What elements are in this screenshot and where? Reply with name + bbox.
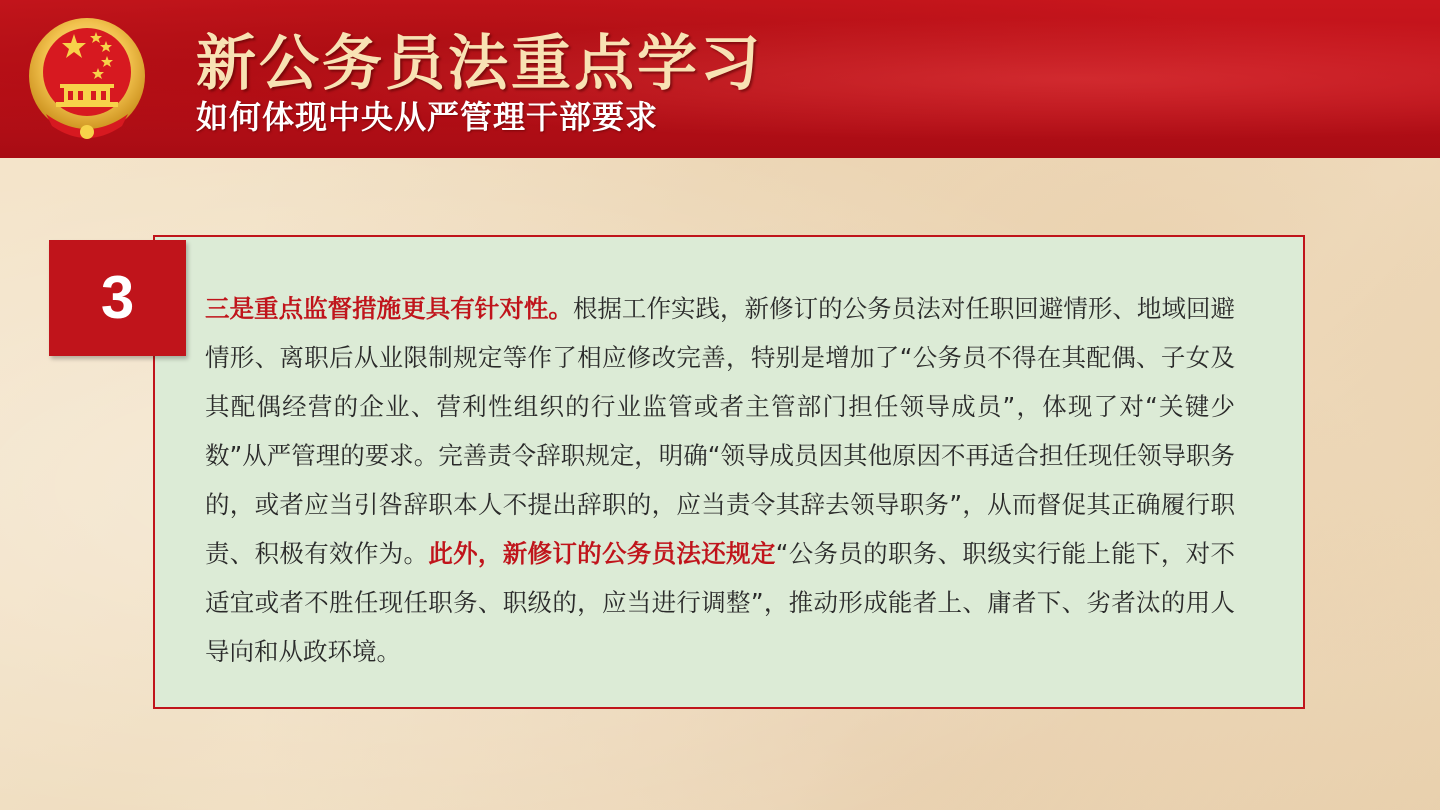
page-title: 新公务员法重点学习 [196, 29, 763, 99]
section-number-badge: 3 [49, 240, 186, 356]
header-banner [0, 0, 1440, 158]
section-text-2: “公务员的职务、职级实行能上能下，对不适宜或者不胜任现任职务、职级的，应当进行调整”，推动形成能者上、庸者下、劣者汰的用人导向和从政环境。 [205, 539, 1235, 666]
section-lead: 三是重点监督措施更具有针对性。 [205, 294, 573, 323]
section-text-1: 根据工作实践，新修订的公务员法对任职回避情形、地域回避情形、离职后从业限制规定等作了相应修改完善，特别是增加了“公务员不得在其配偶、子女及其配偶经营的企业、营利性组织的行业监管或者主管部门担任领导成员”，体现了对“关键少数”从严管理的要求。完善责令辞职规定，明确“领导成员因其他原因不再适合担任现任领导职务的，或者应当引咎辞职本人不提出辞职的，应当责令其辞去领导职务”，从而督促其正确履行职责、积极有效作为。 [205, 294, 1236, 568]
national-emblem-icon [26, 14, 148, 144]
section-highlight-2: 此外，新修订的公务员法还规定 [428, 539, 776, 568]
section-body [205, 284, 1235, 676]
page-subtitle: 如何体现中央从严管理干部要求 [196, 98, 659, 136]
